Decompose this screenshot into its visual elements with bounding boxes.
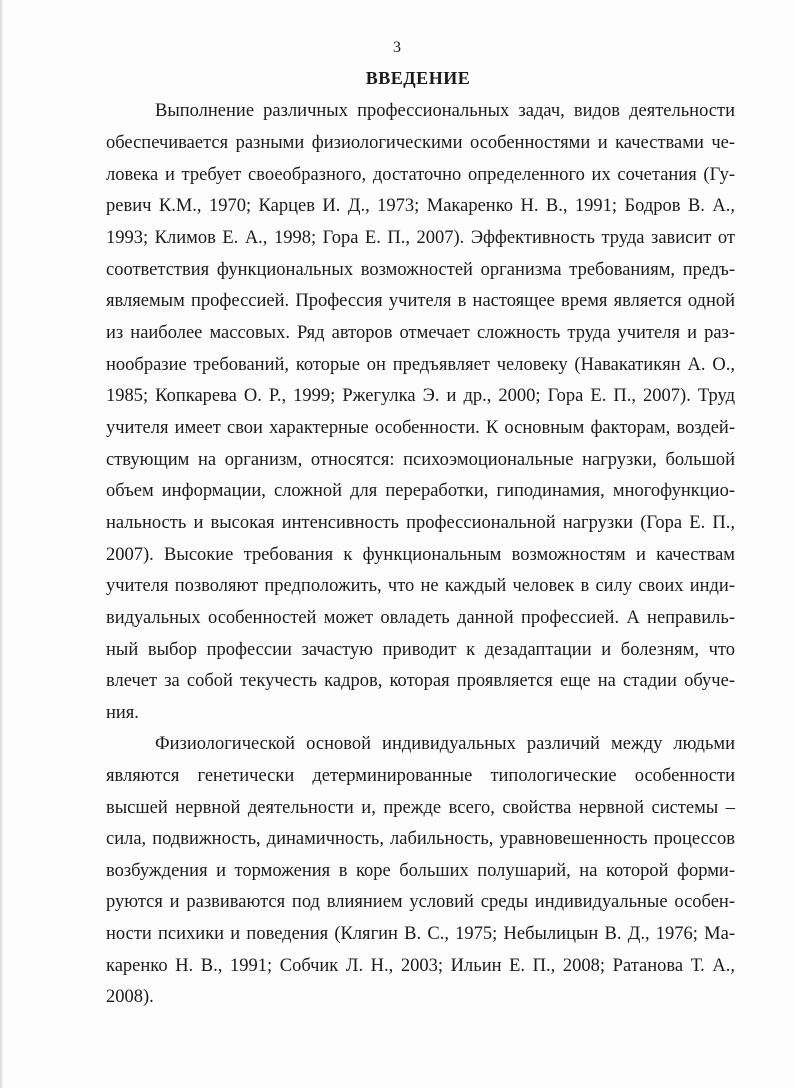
text-line: ловека и требует своеобразного, достаточно определенного их сочетания (Гу- [106, 165, 735, 185]
text-line: обеспечивается разными физиологическими особенностями и качествами че- [106, 133, 735, 153]
text-line: объем информации, сложной для переработки, гиподинамия, многофункцио- [106, 481, 735, 501]
text-line: 1985; Копкарева О. Р., 1999; Ржегулка Э. и др., 2000; Гора Е. П., 2007). Труд [106, 386, 735, 406]
page-number: 3 [393, 39, 401, 56]
text-line: возбуждения и торможения в коре больших полушарий, на которой форми- [106, 861, 735, 881]
text-line: Выполнение различных профессиональных задач, видов деятельности [155, 101, 735, 121]
text-line: влечет за собой текучесть кадров, которая проявляется еще на стадии обуче- [106, 671, 735, 691]
text-line: являются генетически детерминированные типологические особенности [106, 766, 735, 786]
text-line: каренко Н. В., 1991; Собчик Л. Н., 2003; Ильин Е. П., 2008; Ратанова Т. А., [106, 956, 735, 976]
text-line: ный выбор профессии зачастую приводит к дезадаптации и болезням, что [106, 640, 735, 660]
text-line: руются и развиваются под влиянием условий среды индивидуальные особен- [106, 892, 735, 912]
text-line: 2007). Высокие требования к функциональным возможностям и качествам [106, 545, 735, 565]
text-line: ности психики и поведения (Клягин В. С., 1975; Небылицын В. Д., 1976; Ма- [106, 924, 735, 944]
text-line: из наиболее массовых. Ряд авторов отмечает сложность труда учителя и раз- [106, 323, 735, 343]
text-line: нальность и высокая интенсивность профессиональной нагрузки (Гора Е. П., [106, 513, 735, 533]
text-line: ревич К.М., 1970; Карцев И. Д., 1973; Макаренко Н. В., 1991; Бодров В. А., [106, 196, 735, 216]
text-line: Физиологической основой индивидуальных различий между людьми [155, 734, 735, 754]
text-line: ствующим на организм, относятся: психоэмоциональные нагрузки, большой [106, 450, 735, 470]
text-line: 2008). [106, 987, 154, 1007]
section-heading: ВВЕДЕНИЕ [365, 68, 471, 88]
text-line: видуальных особенностей может овладеть данной профессией. А неправиль- [106, 608, 735, 628]
text-line: ния. [106, 703, 139, 723]
text-line: соответствия функциональных возможностей организма требованиям, предъ- [106, 260, 735, 280]
text-line: высшей нервной деятельности и, прежде всего, свойства нервной системы – [106, 798, 735, 818]
binding-edge [0, 0, 4, 1088]
text-line: сила, подвижность, динамичность, лабильность, уравновешенность процессов [106, 829, 735, 849]
text-line: учителя позволяют предположить, что не каждый человек в силу своих инди- [106, 576, 735, 596]
text-line: 1993; Климов Е. А., 1998; Гора Е. П., 2007). Эффективность труда зависит от [106, 228, 735, 248]
text-line: нообразие требований, которые он предъявляет человеку (Навакатикян А. О., [106, 355, 735, 375]
text-line: учителя имеет свои характерные особенности. К основным факторам, воздей- [106, 418, 735, 438]
text-line: являемым профессией. Профессия учителя в настоящее время является одной [106, 291, 735, 311]
